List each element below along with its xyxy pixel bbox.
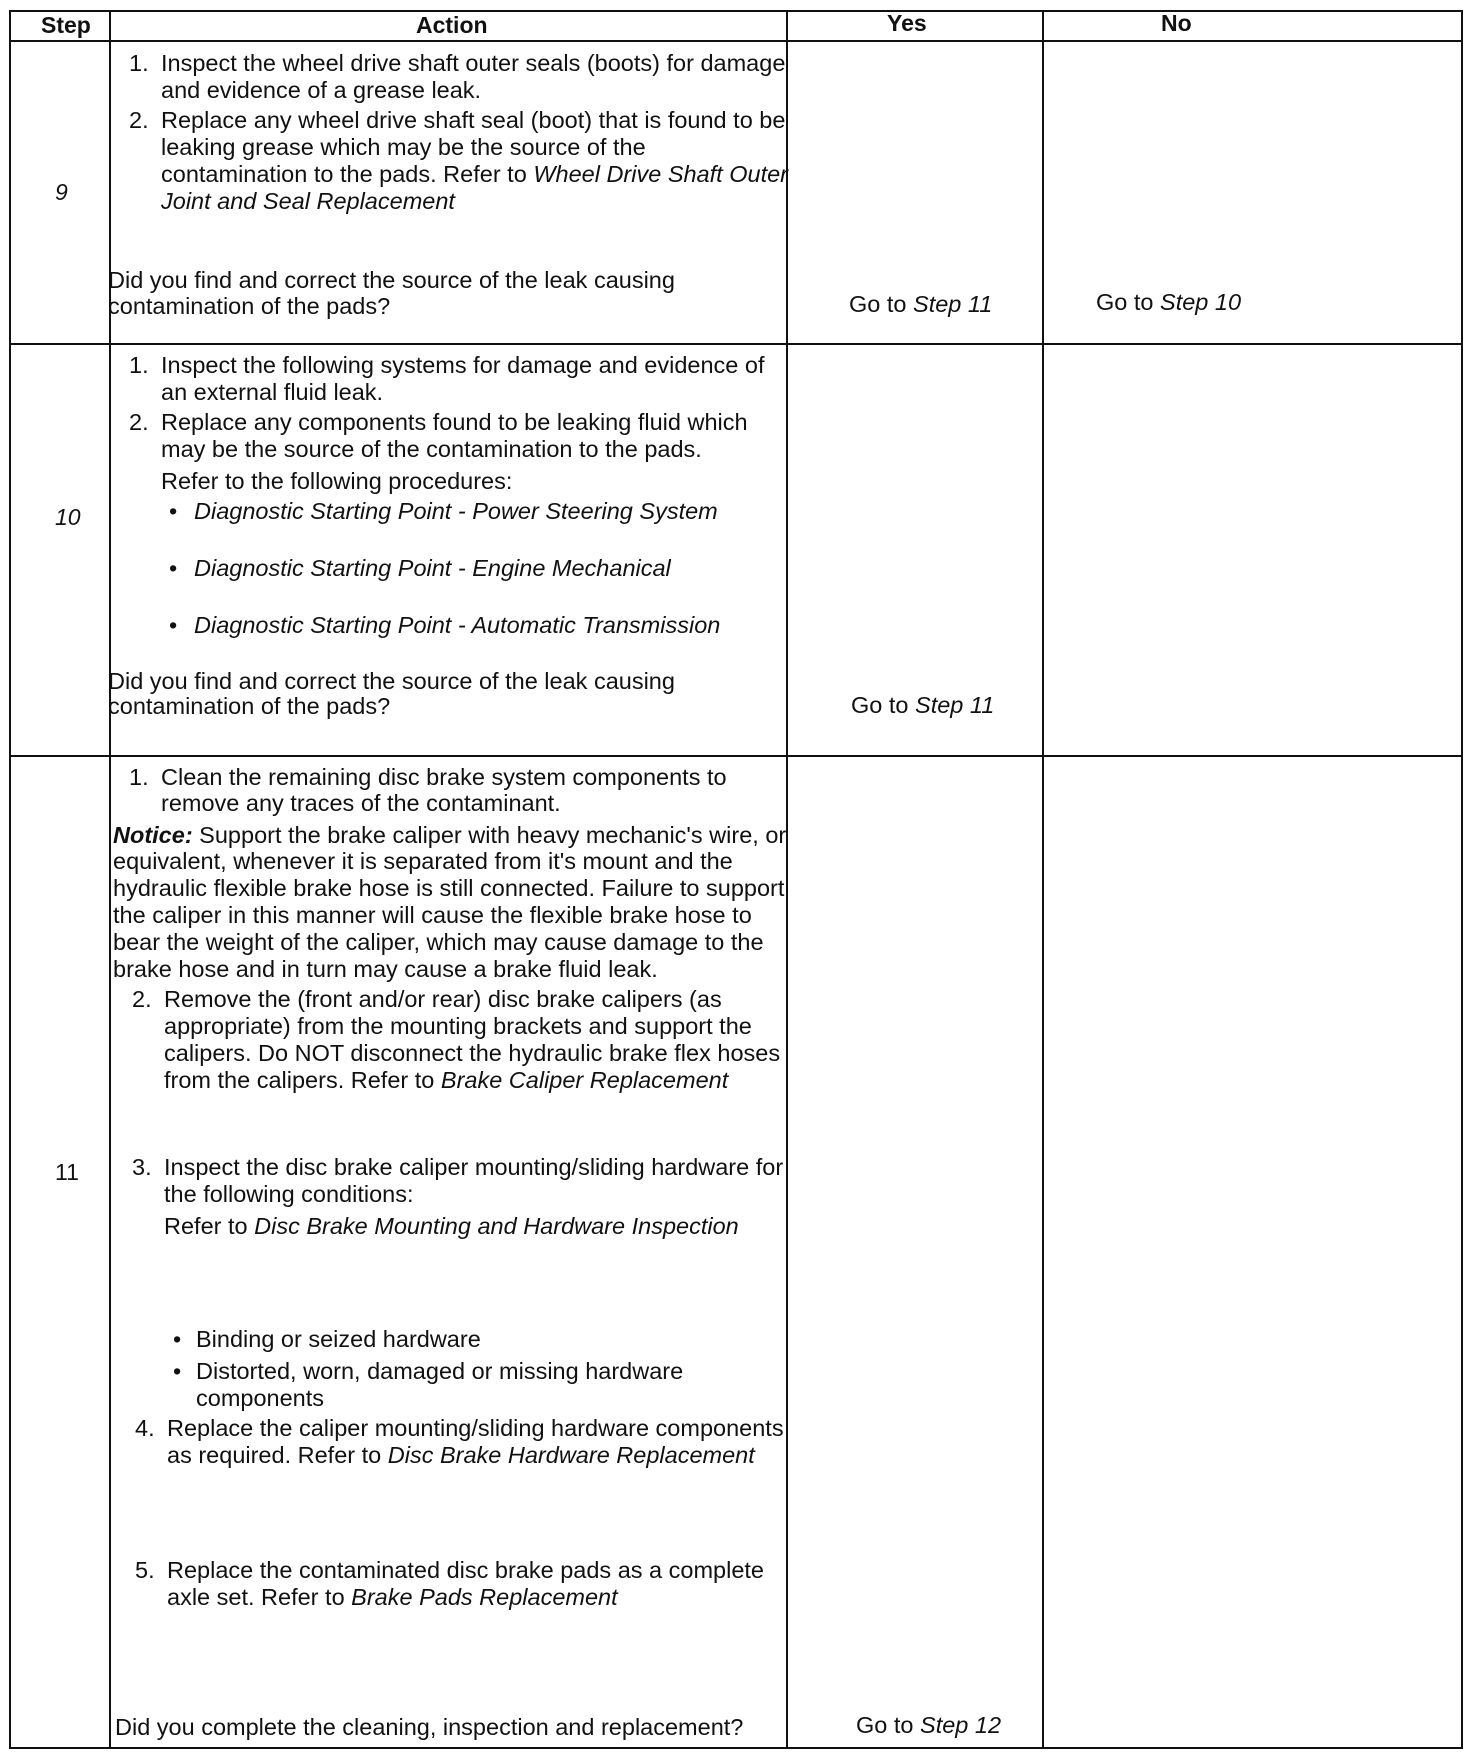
column-divider bbox=[786, 12, 788, 1747]
item-number: 5. bbox=[135, 1557, 155, 1583]
question-line: Did you find and correct the source of the leak causing bbox=[108, 267, 675, 293]
notice-line: hydraulic flexible brake hose is still connected. Failure to support bbox=[113, 875, 785, 901]
notice-line: bear the weight of the caliper, which may cause damage to the bbox=[113, 929, 764, 955]
step-number: 9 bbox=[55, 179, 68, 205]
question-line: Did you complete the cleaning, inspection and replacement? bbox=[115, 1714, 744, 1740]
procedure-reference: Brake Caliper Replacement bbox=[440, 1067, 729, 1093]
procedure-reference: Joint and Seal Replacement bbox=[161, 188, 455, 214]
condition-line: Distorted, worn, damaged or missing hardware bbox=[196, 1358, 684, 1384]
item-number: 2. bbox=[129, 107, 149, 133]
procedure-reference: Diagnostic Starting Point - Power Steering System bbox=[194, 498, 718, 524]
item-number: 1. bbox=[129, 764, 149, 790]
item-number: 2. bbox=[132, 986, 152, 1012]
bullet-icon: • bbox=[173, 1326, 182, 1352]
item-number: 1. bbox=[129, 50, 149, 76]
step-number: 10 bbox=[55, 504, 81, 530]
refer-text: Refer to the following procedures: bbox=[161, 468, 513, 494]
procedure-reference: Diagnostic Starting Point - Automatic Transmission bbox=[194, 612, 721, 638]
item-line: the following conditions: bbox=[164, 1181, 414, 1207]
header-no: No bbox=[1161, 10, 1192, 36]
row-divider bbox=[11, 755, 1461, 757]
notice-line: equivalent, whenever it is separated from it's mount and the bbox=[113, 848, 733, 874]
notice-line: Notice: Support the brake caliper with heavy mechanic's wire, or bbox=[113, 822, 787, 848]
condition-line: components bbox=[196, 1385, 325, 1411]
row-divider bbox=[11, 40, 1461, 42]
item-number: 4. bbox=[135, 1415, 155, 1441]
item-line: remove any traces of the contaminant. bbox=[161, 790, 561, 816]
yes-step-link: Step 11 bbox=[915, 692, 995, 718]
procedure-reference: Disc Brake Mounting and Hardware Inspection bbox=[254, 1213, 739, 1239]
row-divider bbox=[11, 343, 1461, 345]
no-result: Go to Step 10 bbox=[1096, 289, 1242, 315]
item-line: as required. Refer to Disc Brake Hardware Replacement bbox=[167, 1442, 755, 1468]
step-number: 11 bbox=[55, 1159, 79, 1185]
item-line: and evidence of a grease leak. bbox=[161, 77, 482, 103]
column-divider bbox=[1042, 12, 1044, 1747]
bullet-icon: • bbox=[169, 555, 178, 581]
yes-result: Go to Step 12 bbox=[856, 1712, 1002, 1738]
condition-line: Binding or seized hardware bbox=[196, 1326, 481, 1352]
item-line: Replace any wheel drive shaft seal (boot) that is found to be bbox=[161, 107, 786, 133]
question-line: contamination of the pads? bbox=[108, 293, 391, 319]
diagnostic-table bbox=[9, 10, 1463, 1749]
item-line: Refer to Disc Brake Mounting and Hardware Inspection bbox=[164, 1213, 739, 1239]
item-line: Replace any components found to be leaking fluid which bbox=[161, 409, 748, 435]
procedure-reference: Disc Brake Hardware Replacement bbox=[387, 1442, 755, 1468]
item-number: 2. bbox=[129, 409, 149, 435]
notice-label: Notice: bbox=[113, 822, 193, 848]
header-step: Step bbox=[41, 12, 91, 38]
item-line: Inspect the wheel drive shaft outer seals (boots) for damage bbox=[161, 50, 786, 76]
procedure-reference: Brake Pads Replacement bbox=[351, 1584, 618, 1610]
item-number: 1. bbox=[129, 352, 149, 378]
yes-result: Go to Step 11 bbox=[849, 291, 993, 317]
item-line: calipers. Do NOT disconnect the hydraulic brake flex hoses bbox=[164, 1040, 781, 1066]
item-line: leaking grease which may be the source of the bbox=[161, 134, 646, 160]
notice-line: brake hose and in turn may cause a brake fluid leak. bbox=[113, 956, 658, 982]
header-action: Action bbox=[416, 12, 488, 38]
procedure-reference: Wheel Drive Shaft Outer bbox=[533, 161, 788, 187]
item-line: from the calipers. Refer to Brake Caliper Replacement bbox=[164, 1067, 729, 1093]
header-yes: Yes bbox=[887, 10, 927, 36]
item-line: axle set. Refer to Brake Pads Replacement bbox=[167, 1584, 618, 1610]
item-line: Clean the remaining disc brake system components to bbox=[161, 764, 727, 790]
item-line: may be the source of the contamination to the pads. bbox=[161, 436, 702, 462]
item-line: Replace the caliper mounting/sliding hardware components bbox=[167, 1415, 784, 1441]
item-number: 3. bbox=[132, 1154, 152, 1180]
item-line: an external fluid leak. bbox=[161, 379, 384, 405]
item-line: Inspect the following systems for damage and evidence of bbox=[161, 352, 765, 378]
item-line: Remove the (front and/or rear) disc brake calipers (as bbox=[164, 986, 722, 1012]
item-line: contamination to the pads. Refer to Wheel Drive Shaft Outer bbox=[161, 161, 788, 187]
no-step-link: Step 10 bbox=[1160, 289, 1242, 315]
yes-step-link: Step 11 bbox=[913, 291, 993, 317]
item-line: Inspect the disc brake caliper mounting/sliding hardware for bbox=[164, 1154, 784, 1180]
procedure-reference: Diagnostic Starting Point - Engine Mechanical bbox=[194, 555, 671, 581]
bullet-icon: • bbox=[169, 498, 178, 524]
bullet-icon: • bbox=[169, 612, 178, 638]
notice-line: the caliper in this manner will cause the flexible brake hose to bbox=[113, 902, 752, 928]
item-line: Replace the contaminated disc brake pads as a complete bbox=[167, 1557, 764, 1583]
bullet-icon: • bbox=[173, 1358, 182, 1384]
item-line: appropriate) from the mounting brackets and support the bbox=[164, 1013, 752, 1039]
yes-result: Go to Step 11 bbox=[851, 692, 995, 718]
question-line: Did you find and correct the source of the leak causing bbox=[108, 668, 675, 694]
question-line: contamination of the pads? bbox=[108, 693, 391, 719]
yes-step-link: Step 12 bbox=[920, 1712, 1002, 1738]
